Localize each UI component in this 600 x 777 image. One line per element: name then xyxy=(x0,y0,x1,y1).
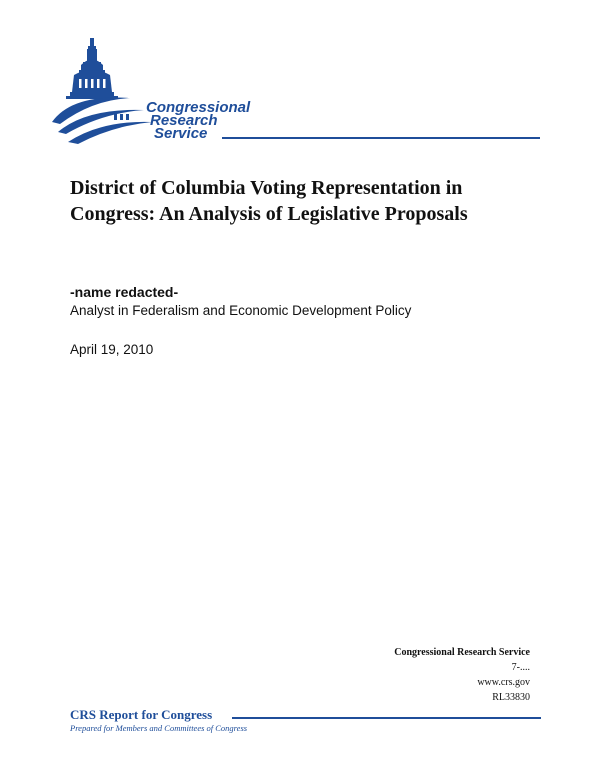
logo-line-service: Service xyxy=(154,125,208,142)
footer-subtitle: Prepared for Members and Committees of Congress xyxy=(70,723,248,733)
logo-divider xyxy=(222,137,540,139)
report-number: RL33830 xyxy=(492,692,530,703)
publisher-info xyxy=(394,645,530,705)
publisher-website: www.crs.gov xyxy=(477,677,530,688)
author-role: Analyst in Federalism and Economic Development Policy xyxy=(70,303,412,318)
logo-line-congressional: Congressional xyxy=(146,99,251,116)
report-title: District of Columbia Voting Representation in Congress: An Analysis of Legislative Proposals xyxy=(70,177,468,225)
footer-divider xyxy=(232,717,541,719)
publisher-phone: 7-.... xyxy=(511,662,530,673)
logo-wordmark xyxy=(146,101,250,140)
footer-title: CRS Report for Congress xyxy=(70,707,213,722)
logo-line-research: Research xyxy=(150,112,218,129)
crs-logo xyxy=(52,32,552,152)
author-name: -name redacted- xyxy=(70,284,179,300)
report-date: April 19, 2010 xyxy=(70,342,154,357)
publisher-name: Congressional Research Service xyxy=(394,647,530,658)
